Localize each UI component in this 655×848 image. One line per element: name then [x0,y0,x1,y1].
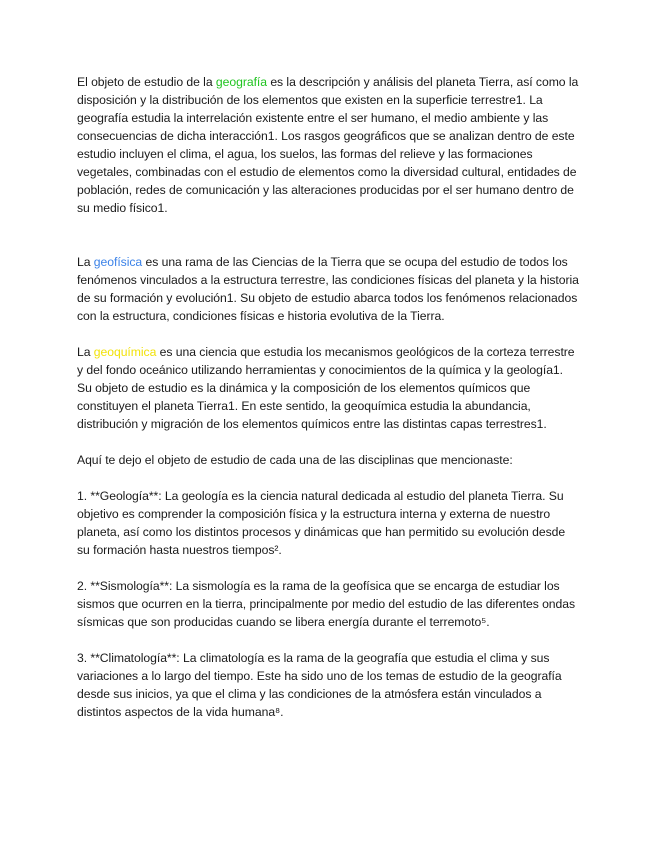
highlight-geoquimica: geoquímica [93,345,157,359]
highlight-geografia: geografía [215,75,267,89]
paragraph-geografia-intro: El objeto de estudio de la [77,75,216,89]
paragraph-geografia [77,73,579,217]
paragraph-geografia-body: es la descripción y análisis del planeta Tierra, así como la disposición y la distribución de los elementos que existen en la superficie terrestre1. La geografía estudia la interrelación existente entre el ser humano, el medio ambiente y las consecuencias de dicha interacción1. Los rasgos geográficos que se analizan dentro de este estudio incluyen el clima, el agua, los suelos, las formas del relieve y las formaciones vegetales, combinadas con el estudio de elementos como la diversidad cultural, entidades de población, redes de comunicación y las alteraciones producidas por el ser humano dentro de su medio físico1. [77,75,579,215]
paragraph-geoquimica-body: es una ciencia que estudia los mecanismos geológicos de la corteza terrestre y del fondo oceánico utilizando herramientas y conocimientos de la química y la geología1. Su objeto de estudio es la dinámica y la composición de los elementos químicos que constituyen el planeta Tierra1. En este sentido, la geoquímica estudia la abundancia, distribución y migración de los elementos químicos entre las distintas capas terrestres1. [77,345,575,431]
paragraph-geoquimica-intro: La [77,345,94,359]
list-item-sismologia: 2. **Sismología**: La sismología es la rama de la geofísica que se encarga de estudiar los sismos que ocurren en la tierra, principalmente por medio del estudio de las diferentes ondas sísmicas que son producidas cuando se libera energía durante el terremoto⁵. [77,579,576,629]
paragraph-geofisica-body: es una rama de las Ciencias de la Tierra que se ocupa del estudio de todos los fenómenos vinculados a la estructura terrestre, las condiciones físicas del planeta y la historia de su formación y evolución1. Su objeto de estudio abarca todos los fenómenos relacionados con la estructura, condiciones físicas e historia evolutiva de la Tierra. [77,255,579,323]
document-body [77,73,579,739]
list-item-climatologia: 3. **Climatología**: La climatología es la rama de la geografía que estudia el clima y sus variaciones a lo largo del tiempo. Este ha sido uno de los temas de estudio de la geografía desde sus inicios, ya que el clima y las condiciones de la atmósfera están vinculados a distintos aspectos de la vida humana⁸. [77,651,562,719]
paragraph-geoquimica [77,343,579,433]
list-item-geologia: 1. **Geología**: La geología es la ciencia natural dedicada al estudio del planeta Tierra. Su objetivo es comprender la composición física y la estructura interna y externa de nuestro planeta, así como los distintos procesos y dinámicas que han permitido su evolución desde su formación hasta nuestros tiempos². [77,489,566,557]
paragraph-geofisica-intro: La [77,255,94,269]
paragraph-intro-list: Aquí te dejo el objeto de estudio de cada una de las disciplinas que mencionaste: [77,453,513,467]
paragraph-geofisica [77,253,579,325]
highlight-geofisica: geofísica [93,255,143,269]
